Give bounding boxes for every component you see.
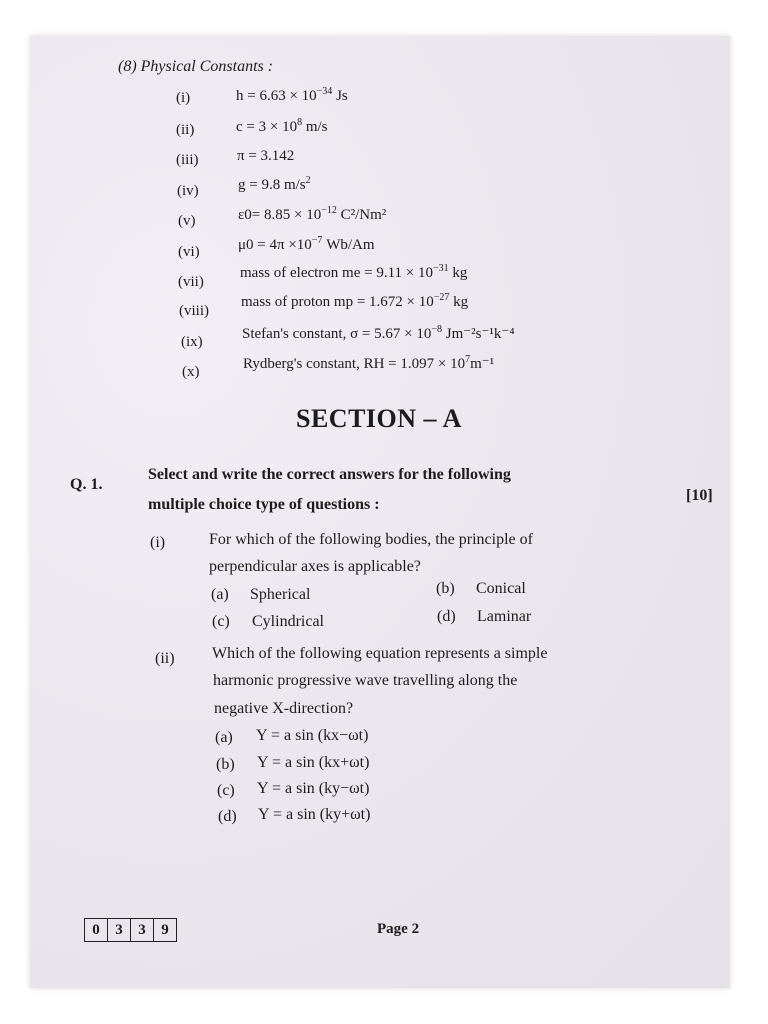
sub-question-number: (i) [150,534,166,551]
option-label: (d) [437,608,456,625]
section-title: SECTION – A [296,404,462,433]
constant-value: $c = 3 \times 10^8$ m/s [236,117,328,135]
question-number: Q. 1. [70,476,103,493]
option-text: Conical [476,580,526,597]
constant-number: (ii) [176,122,195,138]
paper-code-box [84,918,177,942]
paper-sheet [30,36,730,988]
constant-number: (iii) [176,152,199,168]
option-text: Y = a sin (kx+ωt) [257,754,370,771]
sub-question-number: (ii) [155,650,175,667]
question-text-line: Select and write the correct answers for the following [148,466,511,483]
option-label: (a) [215,729,233,746]
option-text: Y = a sin (ky−ωt) [257,780,370,797]
constants-heading: (8) Physical Constants : [118,58,274,75]
page-number: Page 2 [377,921,420,937]
sub-question-text-line: Which of the following equation represents a simple [212,645,548,662]
constant-number: (vii) [178,274,204,290]
option-label: (b) [436,580,455,597]
constant-value: mass of proton mp = $1.672 \times 10^{-27}$ kg [241,292,469,310]
sub-question-text-line: perpendicular axes is applicable? [209,558,421,575]
constant-number: (iv) [177,183,199,199]
option-label: (c) [212,613,230,630]
constant-number: (vi) [178,244,200,260]
option-text: Cylindrical [252,613,324,630]
code-digit: 3 [108,919,131,941]
code-digit: 9 [161,921,169,938]
sub-question-text-line: For which of the following bodies, the principle of [209,531,533,548]
constant-number: (viii) [179,303,209,319]
option-label: (b) [216,756,235,773]
constant-value: Rydberg's constant, RH = $1.097 \times 10^7m^{-1}$ [243,354,495,372]
constant-value: $\mu 0 = 4\pi \times 10^{-7}$ Wb/Am [238,235,375,253]
constant-number: (v) [178,213,196,229]
constant-number: (i) [176,90,191,106]
constant-number: (ix) [181,334,203,350]
option-text: Laminar [477,608,532,625]
marks-label: [10] [686,487,713,504]
constant-value: Stefan's constant, $\sigma = 5.67 \times 10^{-8}$ Jm⁻²s⁻¹k⁻⁴ [242,324,515,342]
option-label: (d) [218,808,237,825]
code-digit: 3 [131,919,154,941]
constant-value: g = 9.8 $m/s^2$ [238,175,311,193]
constant-value: $\varepsilon 0= 8.85 \times 10^{-12}$ C²/Nm² [238,205,387,223]
option-text: Spherical [250,586,311,603]
option-label: (c) [217,782,235,799]
option-label: (a) [211,586,229,603]
option-text: Y = a sin (ky+ωt) [258,806,371,823]
sub-question-text-line: harmonic progressive wave travelling along the [213,672,518,689]
constant-value: π = 3.142 [237,148,295,164]
question-text-line: multiple choice type of questions : [148,496,380,513]
code-digit: 0 [85,919,108,941]
option-text: Y = a sin (kx−ωt) [256,727,369,744]
constant-number: (x) [182,364,200,380]
constant-value: mass of electron me = $9.11 \times 10^{-31}$ kg [240,263,468,281]
constant-value: $h = 6.63 \times 10^{-34}$ Js [236,86,348,104]
sub-question-text-line: negative X-direction? [214,700,354,717]
